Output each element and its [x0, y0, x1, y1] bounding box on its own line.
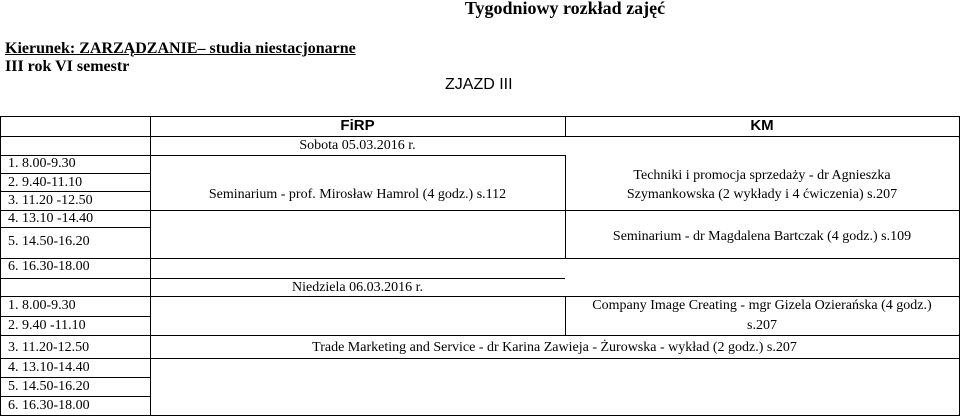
row-divider: [0, 316, 150, 317]
row-divider: [0, 191, 150, 192]
sunday-slot-1: 1. 8.00-9.30: [8, 298, 76, 313]
table-top-border: [0, 116, 960, 117]
sunday-date: Niedziela 06.03.2016 r.: [291, 280, 424, 295]
saturday-slot-4: 4. 13.10 -14.40: [8, 211, 94, 226]
km-company-image-line2: s.207: [747, 318, 777, 333]
row-divider: [0, 155, 565, 156]
km-techniques-line2: Szymankowska (2 wykłady i 4 ćwiczenia) s.207: [626, 187, 898, 202]
direction-label: Kierunek: ZARZĄDZANIE– studia niestacjonarne: [5, 40, 356, 57]
row-divider: [0, 278, 565, 279]
km-seminar-block: Seminarium - dr Magdalena Bartczak (4 godz.) s.109: [612, 229, 912, 244]
time-column-border: [150, 116, 151, 416]
year-semester-label: III rok VI semestr: [5, 58, 130, 75]
saturday-slot-1: 1. 8.00-9.30: [8, 156, 76, 171]
sunday-slot-6: 6. 16.30-18.00: [8, 398, 90, 413]
table-left-border: [0, 116, 1, 416]
sunday-slot-2: 2. 9.40 -11.10: [8, 318, 86, 333]
sunday-slot-5: 5. 14.50-16.20: [8, 379, 90, 394]
header-divider: [0, 136, 960, 137]
row-divider: [0, 358, 960, 359]
row-divider: [0, 173, 150, 174]
row-divider: [0, 227, 150, 228]
saturday-slot-6: 6. 16.30-18.00: [8, 259, 90, 274]
saturday-slot-2: 2. 9.40-11.10: [8, 175, 83, 190]
firp-seminar-block: Seminarium - prof. Mirosław Hamrol (4 godz.) s.112: [208, 187, 507, 202]
column-header-km: KM: [750, 117, 774, 134]
zjazd-label: ZJAZD III: [445, 76, 513, 93]
table-bottom-border: [0, 415, 960, 416]
km-company-image-line1: Company Image Creating - mgr Gizela Ozierańska (4 godz.): [592, 298, 932, 313]
row-divider: [0, 258, 960, 259]
trade-marketing-block: Trade Marketing and Service - dr Karina Zawieja - Żurowska - wykład (2 godz.) s.207: [312, 340, 797, 355]
row-divider: [0, 396, 150, 397]
row-divider: [0, 210, 960, 211]
saturday-slot-5: 5. 14.50-16.20: [8, 234, 90, 249]
row-divider: [0, 335, 960, 336]
column-header-firp: FiRP: [340, 117, 375, 134]
sunday-slot-4: 4. 13.10-14.40: [8, 360, 90, 375]
saturday-date: Sobota 05.03.2016 r.: [299, 138, 416, 153]
row-divider: [0, 377, 150, 378]
row-divider: [0, 296, 960, 297]
sunday-slot-3: 3. 11.20-12.50: [8, 340, 90, 355]
saturday-slot-3: 3. 11.20 -12.50: [8, 193, 93, 208]
km-techniques-line1: Techniki i promocja sprzedaży - dr Agnieszka: [633, 168, 891, 183]
page-title: Tygodniowy rozkład zajęć: [464, 0, 666, 18]
